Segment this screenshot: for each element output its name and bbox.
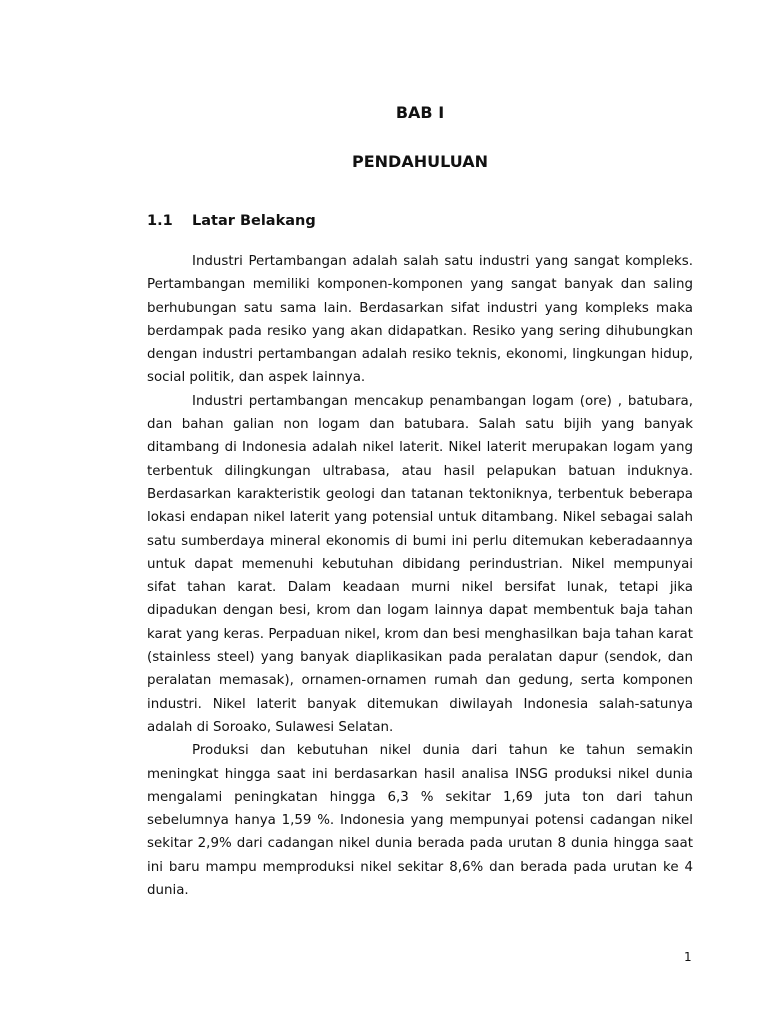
section-heading [147,211,316,231]
body-text [147,250,693,902]
section-title: Latar Belakang [192,213,316,229]
paragraph: Produksi dan kebutuhan nikel dunia dari tahun ke tahun semakin meningkat hingga saat ini berdasarkan hasil analisa INSG produksi nikel dunia mengalami peningkatan hingga 6,3 % sekitar 1,69 juta ton dari tahun sebelumnya hanya 1,59 %. Indonesia yang mempunyai potensi cadangan nikel sekitar 2,9% dari cadangan nikel dunia berada pada urutan 8 dunia hingga saat ini baru mampu memproduksi nikel sekitar 8,6% dan berada pada urutan ke 4 dunia. [147,743,693,899]
page-number: 1 [684,950,692,964]
paragraph: Industri pertambangan mencakup penambangan logam (ore) , batubara, dan bahan galian non logam dan batubara. Salah satu bijih yang banyak ditambang di Indonesia adalah nikel laterit. Nikel laterit merupakan logam yang terbentuk dilingkungan ultrabasa, atau hasil pelapukan batuan induknya. Berdasarkan karakteristik geologi dan tatanan tektoniknya, terbentuk beberapa lokasi endapan nikel laterit yang potensial untuk ditambang. Nikel sebagai salah satu sumberdaya mineral ekonomis di bumi ini perlu ditemukan keberadaannya untuk dapat memenuhi kebutuhan dibidang perindustrian. Nikel mempunyai sifat tahan karat. Dalam keadaan murni nikel bersifat lunak, tetapi jika dipadukan dengan besi, krom dan logam lainnya dapat membentuk baja tahan karat yang keras. Perpaduan nikel, krom dan besi menghasilkan baja tahan karat (stainless steel) yang banyak diaplikasikan pada peralatan dapur (sendok, dan peralatan memasak), ornamen-ornamen rumah dan gedung, serta komponen industri. Nikel laterit banyak ditemukan diwilayah Indonesia salah-satunya adalah di Soroako, Sulawesi Selatan. [147,393,693,735]
section-number: 1.1 [147,213,173,229]
chapter-label: BAB I [395,103,445,122]
paragraph: Industri Pertambangan adalah salah satu industri yang sangat kompleks. Pertambangan memiliki komponen-komponen yang sangat banyak dan saling berhubungan satu sama lain. Berdasarkan sifat industri yang kompleks maka berdampak pada resiko yang akan didapatkan. Resiko yang sering dihubungkan dengan industri pertambangan adalah resiko teknis, ekonomi, lingkungan hidup, social politik, dan aspek lainnya. [147,254,693,386]
chapter-title: PENDAHULUAN [352,152,488,171]
